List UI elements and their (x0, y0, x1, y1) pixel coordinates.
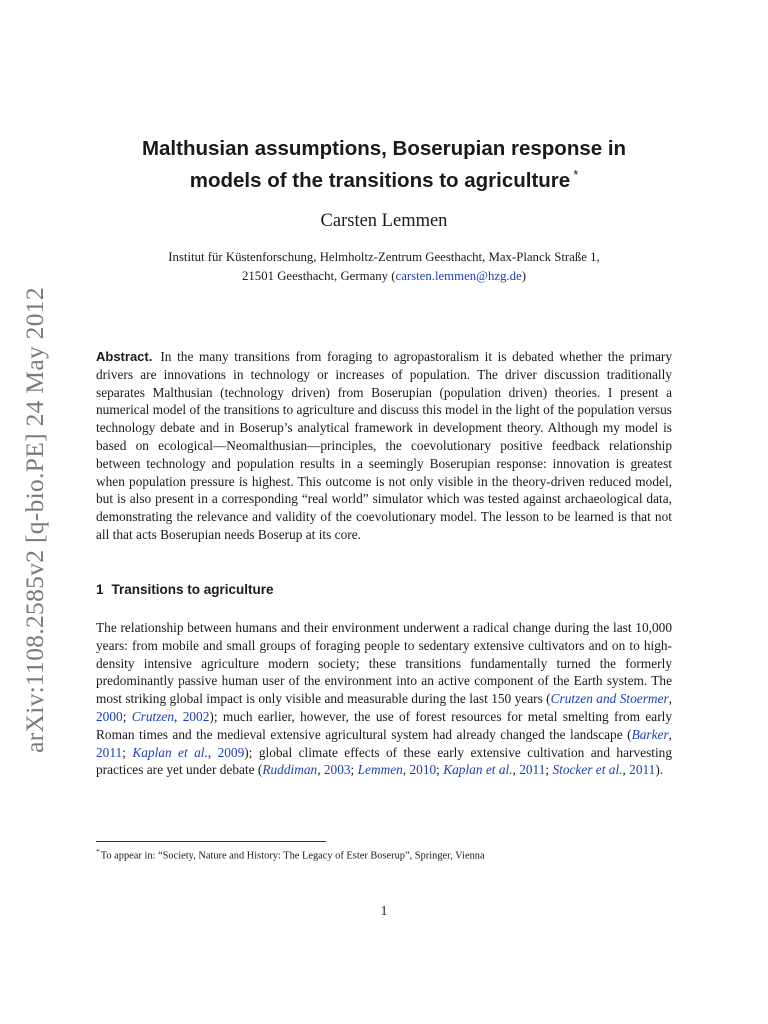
citation-link[interactable]: Kaplan et al. (443, 762, 513, 778)
citation-year-link[interactable]: 2010 (409, 762, 437, 778)
citation-year-link[interactable]: 2003 (323, 762, 351, 778)
citation-link[interactable]: Crutzen (131, 708, 175, 724)
affiliation (96, 248, 672, 285)
paragraph-text-a: The relationship between humans and their environment underwent a radical change during the last 10,000 years: from mobile and small groups of foraging people to sedentary extensive cultivators and on to high-density intensive agriculture modern society; these transitions fundamentally turned the formerly predominantly passive human user of the environment into an active component of the Earth system. The most striking global impact is only visible and measurable during the last 150 years ( (96, 620, 672, 707)
section-number: 1 (96, 582, 104, 597)
section-paragraph: The relationship between humans and their environment underwent a radical change during the last 10,000 years: from mobile and small groups of foraging people to sedentary extensive cultivators and on to high-density intensive agriculture modern society; these transitions fundamentally turned the formerly predominantly passive human user of the environment into an active component of the Earth system. The most striking global impact is only visible and measurable during the last 150 years (Crutzen and Stoermer, 2000; Crutzen, 2002); much earlier, however, the use of forest resources for metal smelting from early Roman times and the medieval extensive agricultural system had already changed the landscape (Barker, 2011; Kaplan et al., 2009); global climate effects of these early extensive cultivation and harvesting practices are yet under debate (Ruddiman, 2003; Lemmen, 2010; Kaplan et al., 2011; Stocker et al., 2011). (96, 620, 673, 778)
footnote-rule (96, 841, 326, 842)
affiliation-line-2-suffix: ) (521, 268, 526, 283)
abstract (96, 348, 672, 544)
citation-link[interactable]: Ruddiman (262, 762, 318, 778)
title-line-1: Malthusian assumptions, Boserupian response in (141, 137, 627, 160)
section-title: Transitions to agriculture (111, 582, 274, 597)
affiliation-line-1: Institut für Küstenforschung, Helmholtz-Zentrum Geesthacht, Max-Planck Straße 1, (168, 250, 600, 264)
citation-link[interactable]: Barker (631, 726, 669, 742)
title-line-2: models of the transitions to agriculture (189, 168, 571, 192)
citation-year-link[interactable]: 2011 (629, 762, 656, 778)
footnote-text: To appear in: “Society, Nature and History: The Legacy of Ester Boserup”, Springer, Vienna (100, 850, 485, 862)
section-heading (96, 582, 274, 597)
footnote-mark: * (96, 847, 100, 856)
citation-link[interactable]: Kaplan et al. (132, 744, 208, 760)
abstract-label: Abstract. (96, 349, 153, 364)
citation-link[interactable]: Crutzen and Stoermer (550, 691, 669, 707)
citation-link[interactable]: Stocker et al. (552, 762, 623, 778)
citation-year-link[interactable]: 2000 (96, 708, 123, 724)
citation-year-link[interactable]: 2011 (96, 744, 123, 760)
citation-year-link[interactable]: 2009 (217, 744, 245, 760)
citation-year-link[interactable]: 2011 (519, 762, 546, 778)
citation-year-link[interactable]: 2002 (182, 708, 210, 724)
abstract-text: In the many transitions from foraging to agropastoralism it is debated whether the primary drivers are innovations in technology or increases of population. The driver discussion traditionally separates Malthusian (technology driven) from Boserupian (population driven) theories. I present a numerical model of the transitions to agriculture and discuss this model in the light of the population versus technology debate and in Boserup’s analytical framework in development theory. Although my model is based on ecological—Neomalthusian—principles, the coevolutionary positive feedback relationship between technology and population results in a seemingly Boserupian response: innovation is greatest when population pressure is highest. This outcome is not only visible in the theory-driven reduced model, but is also present in a corresponding “real world” simulator which was tested against archaeological data, demonstrating the relevance and validity of the coevolutionary model. The lesson to be learned is that not all that acts Boserupian needs Boserup at its core. (96, 349, 672, 542)
email-link[interactable]: carsten.lemmen@hzg.de (395, 268, 522, 283)
title-footnote-mark: * (573, 167, 579, 182)
affiliation-line-2-prefix: 21501 Geesthacht, Germany ( (242, 268, 396, 283)
paper-title (96, 136, 672, 194)
page-number: 1 (380, 903, 388, 918)
paragraph-text-d: ). (655, 762, 664, 778)
arxiv-sidebar (10, 287, 60, 753)
paragraph-text-b: ); much earlier, however, the use of forest resources for metal smelting from early Roman times and the medieval extensive agricultural system had already changed the landscape ( (96, 708, 673, 742)
citation-link[interactable]: Lemmen (357, 762, 403, 778)
author-name: Carsten Lemmen (320, 211, 448, 231)
arxiv-stamp: arXiv:1108.2585v2 [q-bio.PE] 24 May 2012 (20, 287, 50, 753)
footnote (96, 845, 672, 862)
paragraph-text-c: ); global climate effects of these early extensive cultivation and harvesting practices are yet under debate ( (96, 744, 673, 778)
